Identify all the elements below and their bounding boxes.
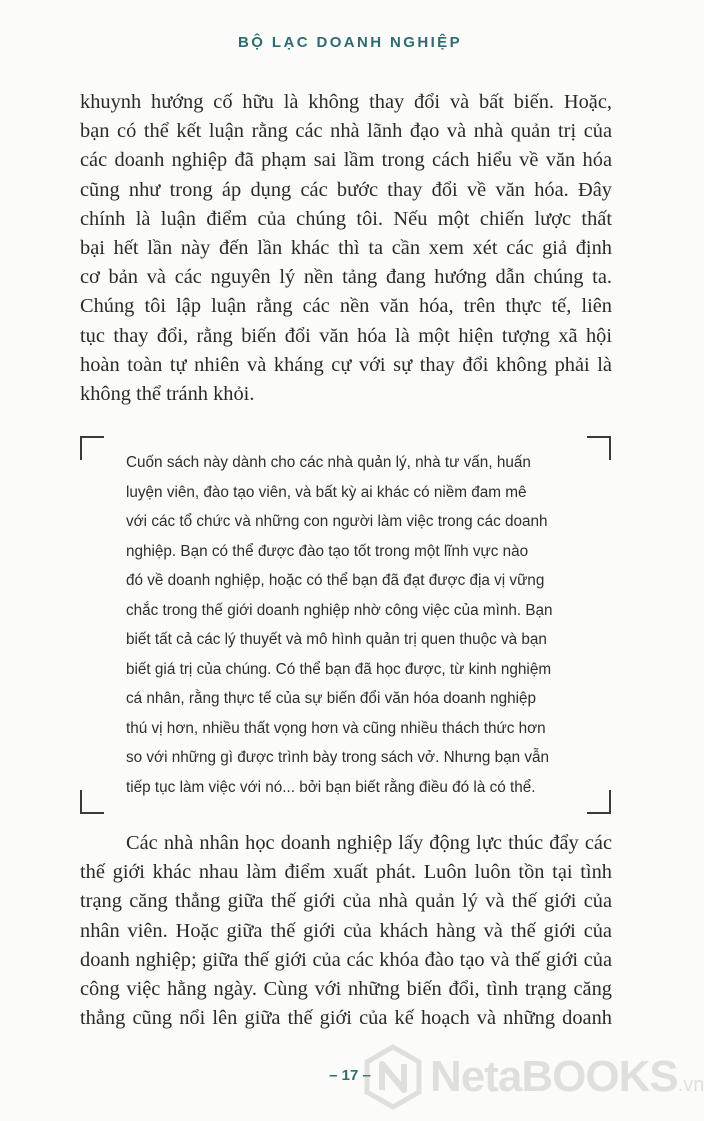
quote-line: biết tất cả các lý thuyết và mô hình quản trị quen thuộc và bạn xyxy=(126,631,547,648)
text-line: trạng căng thẳng giữa thế giới của nhà quản lý và thế giới của xyxy=(80,890,612,913)
quote-line: thú vị hơn, nhiều thất vọng hơn và cũng nhiều thách thức hơn xyxy=(126,719,546,737)
text-line: khuynh hướng cố hữu là không thay đổi và bất biến. Hoặc, xyxy=(80,91,612,113)
text-line: doanh nghiệp; giữa thế giới của các khóa đào tạo và thế giới của xyxy=(80,948,612,971)
quote-line: với các tổ chức và những con người làm việc trong các doanh xyxy=(126,513,548,530)
watermark xyxy=(360,1044,704,1110)
corner-bracket-bottom-right xyxy=(587,790,611,814)
paragraph-1 xyxy=(80,88,612,409)
quote-line: tiếp tục làm việc với nó... bởi bạn biết rằng điều đó là có thể. xyxy=(126,778,536,796)
paragraph-2 xyxy=(80,829,612,1033)
text-line: không thể tránh khỏi. xyxy=(80,382,255,405)
quote-line: biết giá trị của chúng. Có thể bạn đã học được, từ kinh nghiệm xyxy=(126,660,552,678)
corner-bracket-bottom-left xyxy=(80,790,104,814)
text-line: hoàn toàn tự nhiên và kháng cự với sự thay đổi không phải là xyxy=(80,353,612,376)
quote-line: cá nhân, rằng thực tế của sự biến đổi văn hóa doanh nghiệp xyxy=(126,690,536,707)
text-line: thẳng cũng nổi lên giữa thế giới của kế hoạch và những doanh xyxy=(80,1007,612,1030)
watermark-text xyxy=(430,1052,704,1102)
quote-line: nghiệp. Bạn có thể được đào tạo tốt trong một lĩnh vực nào xyxy=(126,542,529,560)
text-line: Các nhà nhân học doanh nghiệp lấy động lực thúc đẩy các xyxy=(126,832,612,854)
quote-line: Cuốn sách này dành cho các nhà quản lý, nhà tư vấn, huấn xyxy=(126,454,531,471)
quote-line: chắc trong thế giới doanh nghiệp nhờ công việc của mình. Bạn xyxy=(126,601,553,619)
text-line: bạn có thể kết luận rằng các nhà lãnh đạo và nhà quản trị của xyxy=(80,120,612,143)
watermark-brand: NetaBOOKS xyxy=(430,1052,678,1101)
quote-line: luyện viên, đào tạo viên, và bất kỳ ai khác có niềm đam mê xyxy=(126,483,527,501)
running-head: BỘ LẠC DOANH NGHIỆP xyxy=(238,34,462,51)
quote-line: đó về doanh nghiệp, hoặc có thể bạn đã đạt được địa vị vững xyxy=(126,572,545,589)
watermark-suffix: .vn xyxy=(677,1074,704,1096)
page-number: – 17 – xyxy=(329,1067,371,1084)
corner-bracket-top-left xyxy=(80,436,104,460)
text-line: bại hết lần này đến lần khác thì ta cần xem xét các giả định xyxy=(80,236,612,259)
pull-quote-box xyxy=(80,436,611,814)
text-line: chính là luận điểm của chúng tôi. Nếu một chiến lược thất xyxy=(80,207,612,230)
pull-quote-text xyxy=(126,448,568,802)
text-line: cũng như trong áp dụng các bước thay đổi về văn hóa. Đây xyxy=(80,178,612,201)
text-line: Chúng tôi lập luận rằng các nền văn hóa, trên thực tế, liên xyxy=(80,295,612,318)
corner-bracket-top-right xyxy=(587,436,611,460)
text-line: tục thay đổi, rằng biến đổi văn hóa là một hiện tượng xã hội xyxy=(80,324,612,347)
text-line: các doanh nghiệp đã phạm sai lầm trong cách hiểu về văn hóa xyxy=(80,149,612,172)
text-line: nhân viên. Hoặc giữa thế giới của khách hàng và thế giới của xyxy=(80,919,612,942)
netabooks-logo-icon xyxy=(360,1044,426,1110)
text-line: công việc hằng ngày. Cùng với những biến đổi, tình trạng căng xyxy=(80,977,612,1000)
text-line: cơ bản và các nguyên lý nền tảng đang hướng dẫn chúng ta. xyxy=(80,266,612,289)
text-line: thế giới khác nhau làm điểm xuất phát. Luôn luôn tồn tại tình xyxy=(80,861,612,884)
quote-line: so với những gì được trình bày trong sách vở. Nhưng bạn vẫn xyxy=(126,749,550,766)
